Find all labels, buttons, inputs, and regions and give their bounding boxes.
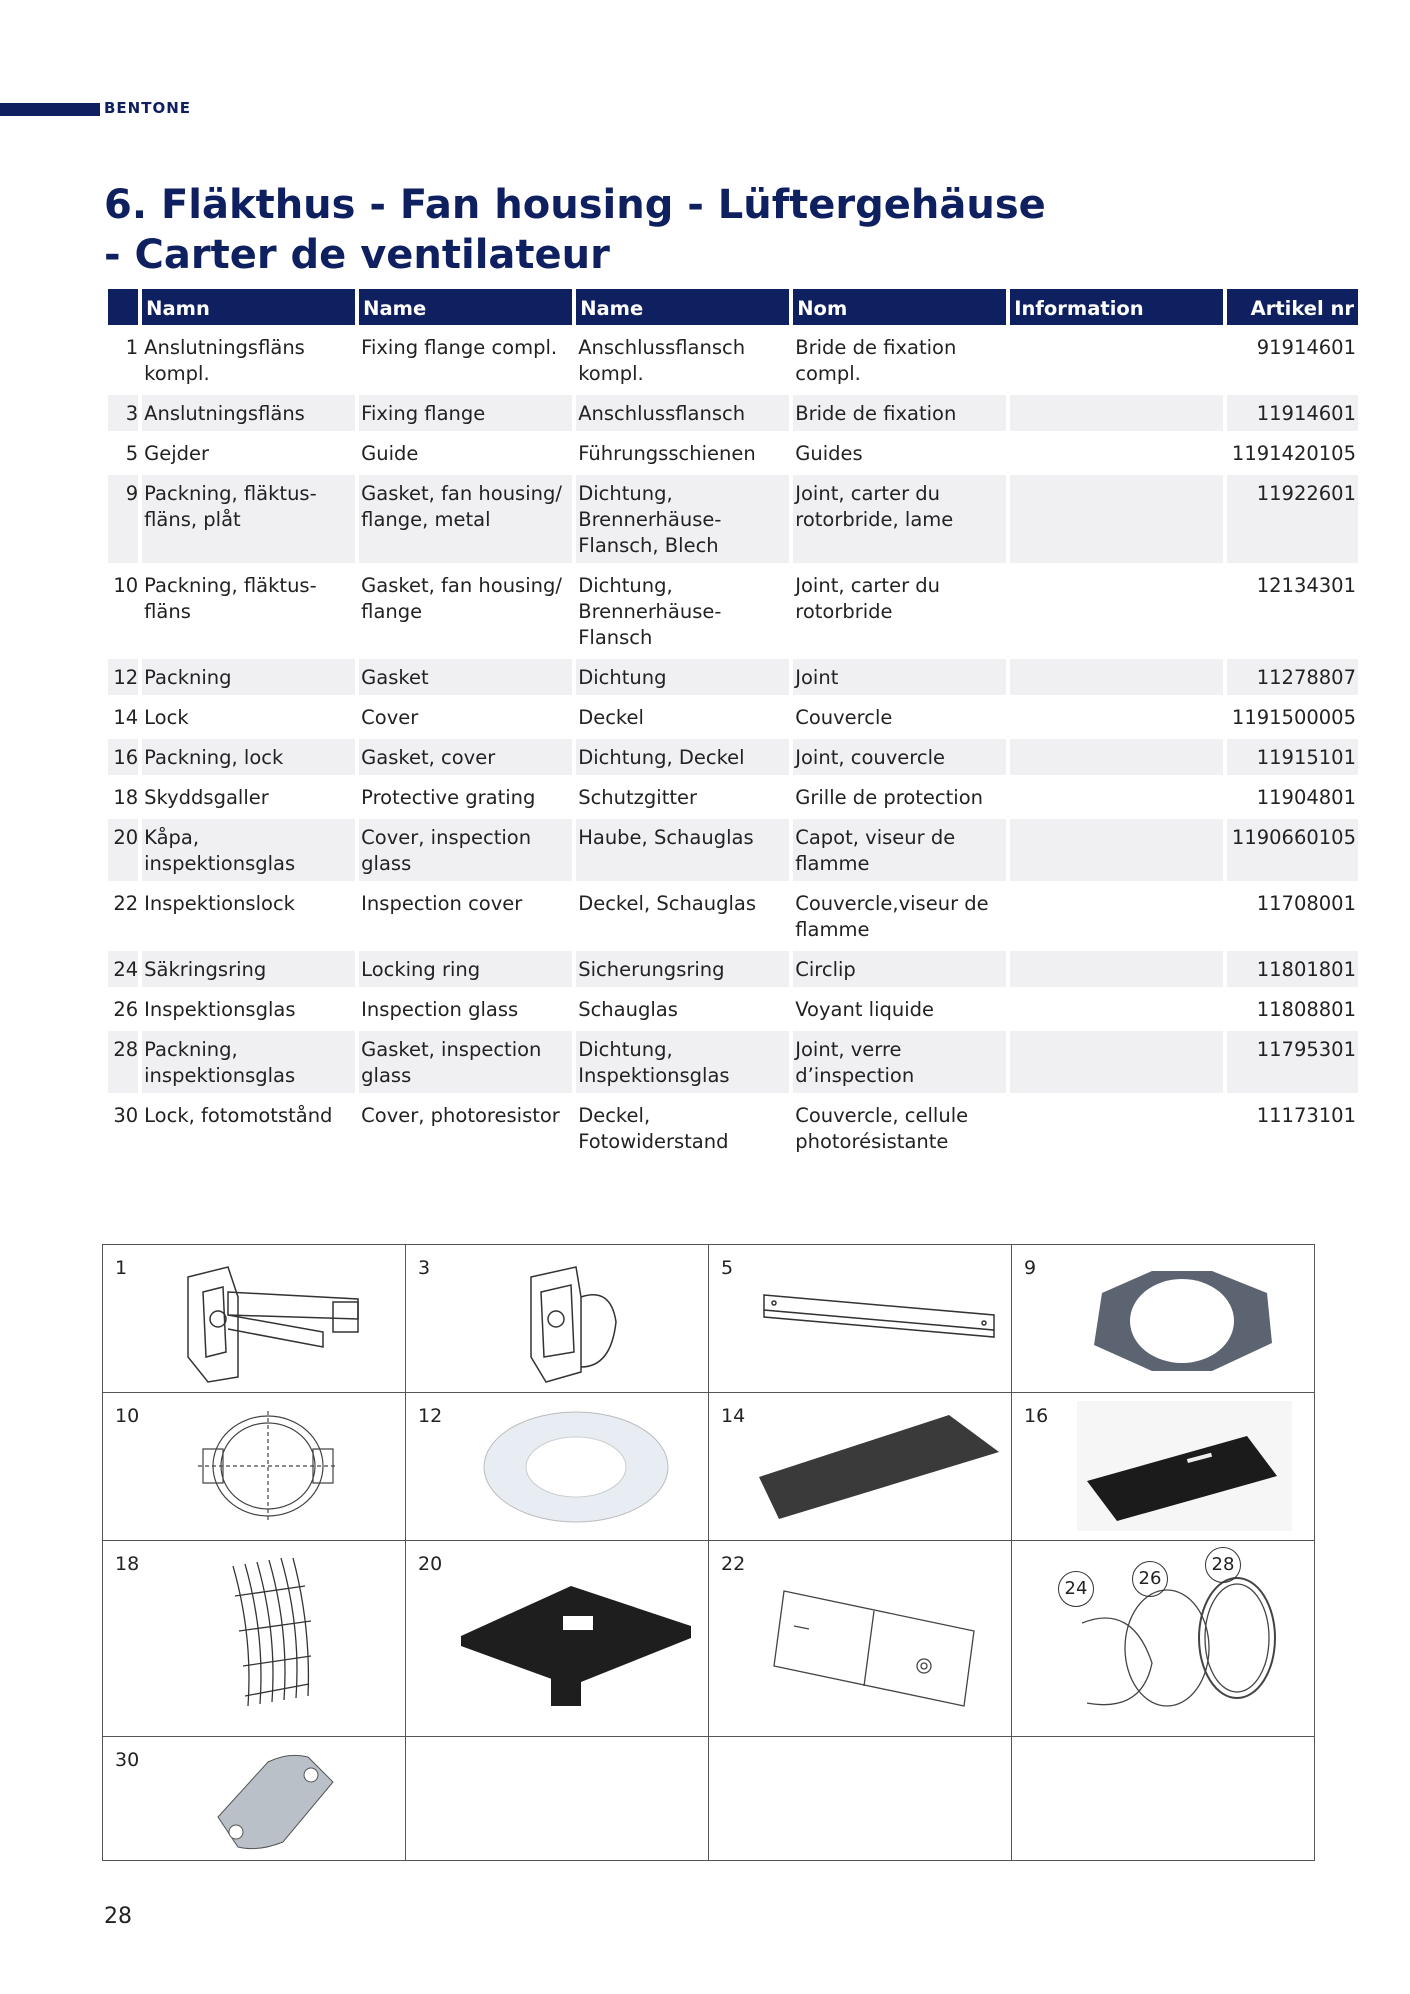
information xyxy=(1010,567,1223,655)
name-de: Anschlussflansch xyxy=(576,395,789,431)
article-number: 1191420105 xyxy=(1231,442,1356,465)
row-number: 18 xyxy=(113,786,139,809)
table-row xyxy=(108,659,1358,695)
table-row xyxy=(108,395,1358,431)
gasket-metal-drawing xyxy=(1082,1263,1282,1383)
fixing-flange-drawing xyxy=(516,1257,636,1387)
name-sv: Skyddsgaller xyxy=(144,786,269,809)
table-row xyxy=(108,475,1358,563)
grid-cell-empty-1 xyxy=(406,1737,709,1861)
table-header-row xyxy=(108,289,1358,325)
grid-cell-3 xyxy=(406,1245,709,1393)
article-number: 11914601 xyxy=(1227,395,1358,431)
grid-cell-empty-3 xyxy=(1012,1737,1315,1861)
name-fr: Couvercle xyxy=(795,706,893,729)
brand-name: BENTONE xyxy=(104,99,192,117)
article-number: 11808801 xyxy=(1256,998,1356,1021)
header-name-de: Name xyxy=(576,289,789,325)
information xyxy=(1010,395,1223,431)
title-line-1: 6. Fläkthus - Fan housing - Lüftergehäuse xyxy=(104,182,1046,228)
article-number: 11708001 xyxy=(1256,892,1356,915)
header-namn: Namn xyxy=(142,289,355,325)
row-number: 22 xyxy=(113,892,139,915)
name-sv: Lock xyxy=(144,706,189,729)
name-sv: Kåpa, inspektionsglas xyxy=(142,819,355,881)
row-number: 28 xyxy=(108,1031,138,1093)
article-number: 11173101 xyxy=(1256,1104,1356,1127)
name-en: Locking ring xyxy=(359,951,572,987)
name-sv: Lock, fotomotstånd xyxy=(144,1104,333,1127)
table-row xyxy=(108,329,1358,391)
cover-plate-drawing xyxy=(749,1407,1009,1527)
callout-24: 24 xyxy=(1058,1571,1094,1607)
name-fr: Bride de fixation compl. xyxy=(795,336,957,385)
table-row xyxy=(108,435,1358,471)
name-fr: Couvercle,viseur de flamme xyxy=(795,892,989,941)
row-number: 5 xyxy=(125,442,139,465)
fixing-flange-compl-drawing xyxy=(148,1257,378,1387)
header-artikel-nr: Artikel nr xyxy=(1227,289,1358,325)
name-en: Guide xyxy=(361,442,419,465)
name-fr: Joint, couvercle xyxy=(793,739,1006,775)
information xyxy=(1010,659,1223,695)
gasket-ring-drawing xyxy=(476,1407,676,1527)
callout-28: 28 xyxy=(1205,1547,1241,1583)
table-row xyxy=(108,885,1358,947)
name-de: Dichtung, Deckel xyxy=(576,739,789,775)
information xyxy=(1010,819,1223,881)
table-row xyxy=(108,991,1358,1027)
name-en: Cover, photoresistor xyxy=(361,1104,560,1127)
name-de: Führungsschienen xyxy=(578,442,756,465)
grid-cell-24-26-28 xyxy=(1012,1541,1315,1737)
name-fr: Capot, viseur de flamme xyxy=(793,819,1006,881)
row-number: 30 xyxy=(113,1104,139,1127)
name-fr: Joint xyxy=(793,659,1006,695)
row-number: 9 xyxy=(108,475,138,563)
name-en: Cover xyxy=(361,706,419,729)
name-fr: Voyant liquide xyxy=(795,998,935,1021)
article-number: 11278807 xyxy=(1227,659,1358,695)
row-number: 24 xyxy=(108,951,138,987)
grid-cell-empty-2 xyxy=(709,1737,1012,1861)
parts-table xyxy=(104,285,1362,1163)
name-fr: Circlip xyxy=(793,951,1006,987)
name-en: Gasket, fan housing/ flange xyxy=(361,574,562,623)
name-de: Deckel, Schauglas xyxy=(578,892,757,915)
cell-label: 16 xyxy=(1024,1405,1049,1427)
information xyxy=(1010,1097,1223,1159)
callout-26: 26 xyxy=(1132,1561,1168,1597)
name-sv: Packning, fläktus-fläns xyxy=(144,574,317,623)
header-name-en: Name xyxy=(359,289,572,325)
name-de: Deckel, Fotowiderstand xyxy=(578,1104,729,1153)
gasket-fan-housing-drawing xyxy=(188,1401,348,1531)
grid-cell-30 xyxy=(103,1737,406,1861)
page-number: 28 xyxy=(104,1904,132,1929)
grid-cell-14 xyxy=(709,1393,1012,1541)
name-de: Dichtung, Brennerhäuse-Flansch, Blech xyxy=(576,475,789,563)
title-line-2: - Carter de ventilateur xyxy=(104,232,610,278)
article-number: 1190660105 xyxy=(1227,819,1358,881)
table-row xyxy=(108,819,1358,881)
row-number: 14 xyxy=(113,706,139,729)
name-sv: Packning xyxy=(142,659,355,695)
article-number: 11801801 xyxy=(1227,951,1358,987)
table-row xyxy=(108,1031,1358,1093)
row-number: 20 xyxy=(108,819,138,881)
information xyxy=(1010,435,1223,471)
article-number: 11904801 xyxy=(1256,786,1356,809)
header-information: Information xyxy=(1010,289,1223,325)
article-number: 11915101 xyxy=(1227,739,1358,775)
cell-label: 9 xyxy=(1024,1257,1037,1279)
photoresistor-cover-drawing xyxy=(198,1747,348,1857)
grid-cell-16 xyxy=(1012,1393,1315,1541)
cell-label: 3 xyxy=(418,1257,431,1279)
name-en: Gasket xyxy=(359,659,572,695)
inspection-glass-set-drawing xyxy=(1052,1543,1282,1733)
information xyxy=(1010,475,1223,563)
name-fr: Guides xyxy=(795,442,863,465)
gasket-cover-drawing xyxy=(1077,1401,1292,1531)
name-de: Deckel xyxy=(578,706,644,729)
cell-label: 18 xyxy=(115,1553,140,1575)
name-sv: Gejder xyxy=(144,442,210,465)
name-sv: Packning, fläktus-fläns, plåt xyxy=(142,475,355,563)
information xyxy=(1010,1031,1223,1093)
name-sv: Säkringsring xyxy=(142,951,355,987)
name-de: Schauglas xyxy=(578,998,678,1021)
article-number: 91914601 xyxy=(1256,336,1356,359)
information xyxy=(1010,991,1223,1027)
row-number: 16 xyxy=(108,739,138,775)
name-de: Schutzgitter xyxy=(578,786,698,809)
article-number: 11922601 xyxy=(1227,475,1358,563)
name-en: Gasket, cover xyxy=(359,739,572,775)
name-fr: Joint, verre d’inspection xyxy=(793,1031,1006,1093)
cell-label: 20 xyxy=(418,1553,443,1575)
information xyxy=(1010,885,1223,947)
cell-label: 22 xyxy=(721,1553,746,1575)
name-en: Inspection cover xyxy=(361,892,523,915)
name-sv: Packning, inspektionsglas xyxy=(142,1031,355,1093)
parts-image-grid xyxy=(102,1244,1315,1861)
name-de: Haube, Schauglas xyxy=(576,819,789,881)
brand-bar xyxy=(0,103,100,116)
table-row xyxy=(108,779,1358,815)
inspection-glass-cover-drawing xyxy=(451,1576,701,1726)
cell-label: 10 xyxy=(115,1405,140,1427)
name-sv: Packning, lock xyxy=(142,739,355,775)
row-number: 26 xyxy=(113,998,139,1021)
cell-label: 5 xyxy=(721,1257,734,1279)
grid-cell-18 xyxy=(103,1541,406,1737)
name-en: Gasket, fan housing/ flange, metal xyxy=(359,475,572,563)
name-de: Anschlussflansch kompl. xyxy=(578,336,746,385)
table-row xyxy=(108,1097,1358,1159)
information xyxy=(1010,329,1223,391)
cell-label: 30 xyxy=(115,1749,140,1771)
article-number: 12134301 xyxy=(1256,574,1356,597)
cell-label: 12 xyxy=(418,1405,443,1427)
table-row xyxy=(108,739,1358,775)
article-number: 1191500005 xyxy=(1231,706,1356,729)
row-number: 3 xyxy=(108,395,138,431)
name-en: Cover, inspection glass xyxy=(359,819,572,881)
name-sv: Anslutningsfläns kompl. xyxy=(144,336,305,385)
name-en: Fixing flange xyxy=(359,395,572,431)
row-number: 12 xyxy=(108,659,138,695)
table-row xyxy=(108,951,1358,987)
name-fr: Bride de fixation xyxy=(793,395,1006,431)
grid-cell-22 xyxy=(709,1541,1012,1737)
information xyxy=(1010,951,1223,987)
table-row xyxy=(108,699,1358,735)
protective-grating-drawing xyxy=(223,1556,323,1716)
name-de: Dichtung xyxy=(576,659,789,695)
grid-cell-12 xyxy=(406,1393,709,1541)
grid-cell-5 xyxy=(709,1245,1012,1393)
guide-rail-drawing xyxy=(754,1285,1004,1355)
information xyxy=(1010,699,1223,735)
header-nom: Nom xyxy=(793,289,1006,325)
name-fr: Joint, carter du rotorbride xyxy=(795,574,941,623)
table-row xyxy=(108,567,1358,655)
name-de: Sicherungsring xyxy=(576,951,789,987)
cell-label: 14 xyxy=(721,1405,746,1427)
name-sv: Inspektionsglas xyxy=(144,998,296,1021)
cell-label: 1 xyxy=(115,1257,128,1279)
name-fr: Couvercle, cellule photorésistante xyxy=(795,1104,969,1153)
name-fr: Grille de protection xyxy=(795,786,983,809)
information xyxy=(1010,739,1223,775)
grid-cell-9 xyxy=(1012,1245,1315,1393)
name-en: Gasket, inspection glass xyxy=(359,1031,572,1093)
row-number: 1 xyxy=(125,336,139,359)
grid-cell-10 xyxy=(103,1393,406,1541)
name-fr: Joint, carter du rotorbride, lame xyxy=(793,475,1006,563)
name-sv: Anslutningsfläns xyxy=(142,395,355,431)
name-en: Protective grating xyxy=(361,786,536,809)
information xyxy=(1010,779,1223,815)
name-de: Dichtung, Inspektionsglas xyxy=(576,1031,789,1093)
article-number: 11795301 xyxy=(1227,1031,1358,1093)
inspection-cover-drawing xyxy=(764,1571,994,1721)
name-sv: Inspektionslock xyxy=(144,892,295,915)
grid-cell-1 xyxy=(103,1245,406,1393)
name-en: Fixing flange compl. xyxy=(361,336,558,359)
name-en: Inspection glass xyxy=(361,998,519,1021)
row-number: 10 xyxy=(113,574,139,597)
name-de: Dichtung, Brennerhäuse-Flansch xyxy=(578,574,722,649)
header-num xyxy=(108,289,138,325)
grid-cell-20 xyxy=(406,1541,709,1737)
page-title xyxy=(104,180,1304,280)
